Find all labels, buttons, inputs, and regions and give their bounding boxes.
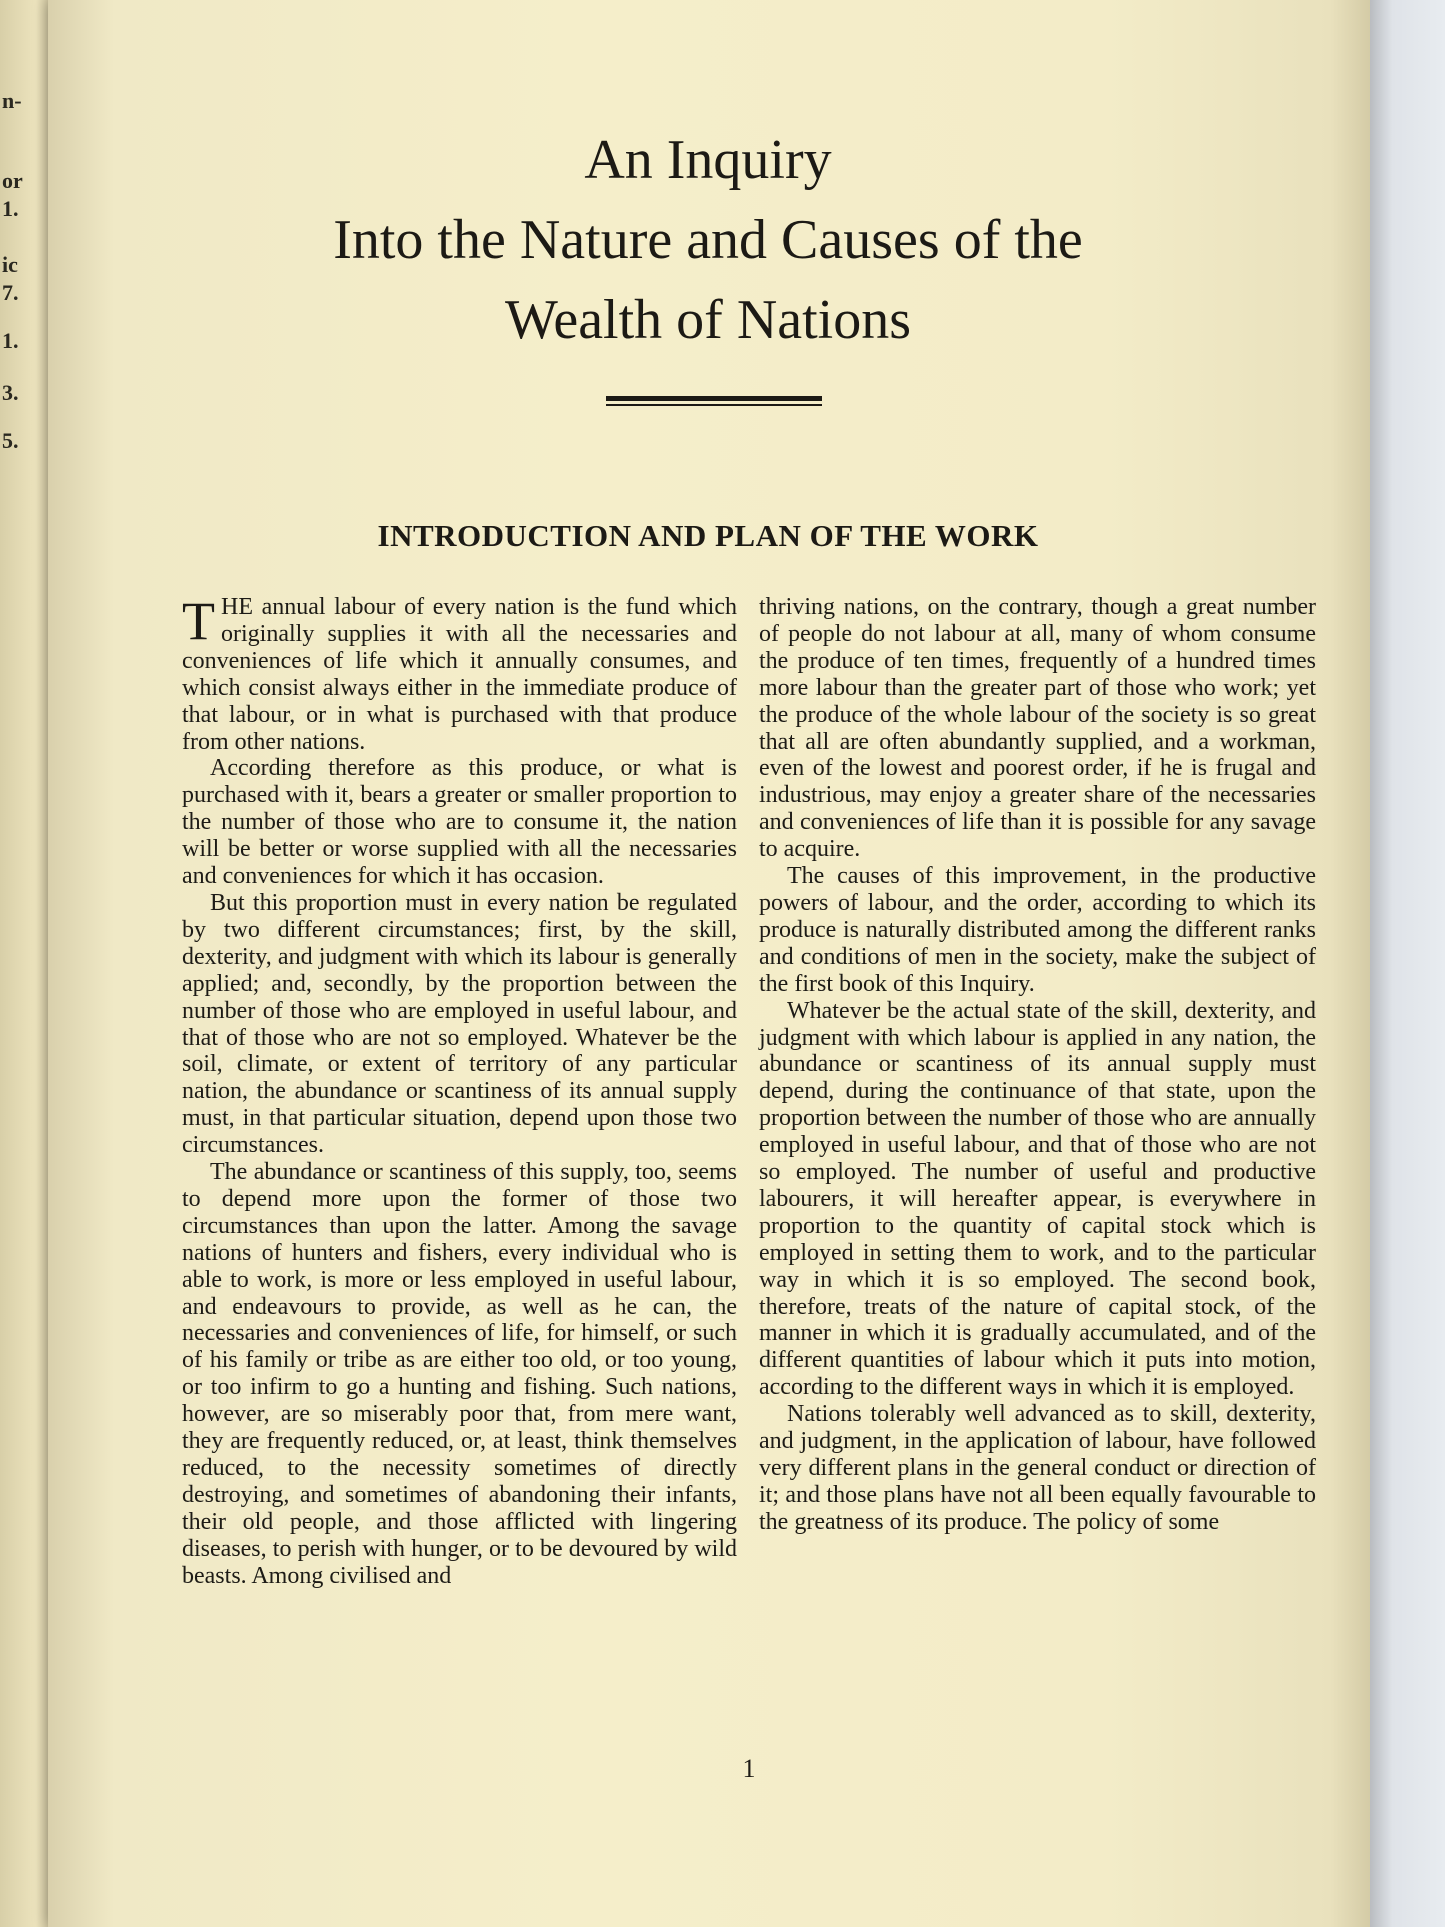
prev-page-fragment: 3. [2,380,19,405]
title-line: Wealth of Nations [504,289,912,351]
paragraph: According therefore as this produce, or what is purchased with it, bears a greater or smaller proportion to the number of those who are to consume it, the nation will be better or worse supplied with all the necessaries and conveniences for which it has occasion. [182,755,737,890]
paragraph-text: HE annual labour of every nation is the fund which originally supplies it with all the necessaries and conveniences of life which it annually consumes, and which consist always either in the immediate produce of that labour, or in what is purchased with that produce from other nations. [182,594,737,755]
section-heading: INTRODUCTION AND PLAN OF THE WORK [377,518,1039,553]
paragraph: Nations tolerably well advanced as to skill, dexterity, and judgment, in the application of labour, have followed very different plans in the general conduct or direction of it; and those plans have not all been equally favourable to the greatness of its produce. The policy of some [759,1401,1316,1535]
title-divider [606,396,822,408]
page-title [208,120,1208,360]
paragraph: The causes of this improvement, in the productive powers of labour, and the order, according to which its produce is naturally distributed among the different ranks and conditions of men in the society, make the subject of the first book of this Inquiry. [759,863,1316,997]
left-column [182,591,737,1590]
prev-page-fragment: 5. [2,428,19,453]
prev-page-fragment: ic [2,252,18,277]
right-column [759,594,1316,1536]
paragraph: But this proportion must in every nation be regulated by two different circumstances; first, by the skill, dexterity, and judgment with which its labour is generally applied; and, secondly, by the proportion between the number of those who are employed in useful labour, and that of those who are not so employed. Whatever be the soil, climate, or extent of territory of any particular nation, the abundance or scantiness of its annual supply must, in that particular situation, depend upon those two circumstances. [182,889,737,1159]
title-line: An Inquiry [584,129,832,191]
paragraph: thriving nations, on the contrary, though a great number of people do not labour at all, many of whom consume the produce of ten times, frequently of a hundred times more labour than the greater part of those who work; yet the produce of the whole labour of the society is so great that all are often abundantly supplied, and a workman, even of the lowest and poorest order, if he is frugal and industrious, may enjoy a greater share of the necessaries and conveniences of life than it is possible for any savage to acquire. [759,594,1316,863]
prev-page-fragment: 1. [2,196,19,221]
prev-page-fragment: or [2,168,23,193]
drop-cap: T [182,591,215,651]
prev-page-fragment: n- [2,88,22,113]
background-surface [1370,0,1445,1927]
book-page [48,0,1370,1927]
page-number: 1 [742,1754,756,1783]
prev-page-fragment: 7. [2,280,19,305]
paragraph: Whatever be the actual state of the skill, dexterity, and judgment with which labour is applied in any nation, the abundance or scantiness of its annual supply must depend, during the continuance of that state, upon the proportion between the number of those who are annually employed in useful labour, and that of those who are not so employed. The number of useful and productive labourers, it will hereafter appear, is everywhere in proportion to the quantity of capital stock which is employed in setting them to work, and to the particular way in which it is so employed. The second book, therefore, treats of the nature of capital stock, of the manner in which it is gradually accumulated, and of the different quantities of labour which it puts into motion, according to the different ways in which it is employed. [759,997,1316,1401]
paragraph: The abundance or scantiness of this supply, too, seems to depend more upon the former of those two circumstances than upon the latter. Among the savage nations of hunters and fishers, every individual who is able to work, is more or less employed in useful labour, and endeavours to provide, as well as he can, the necessaries and conveniences of life, for himself, or such of his family or tribe as are either too old, or too young, or too infirm to go a hunting and fishing. Such nations, however, are so miserably poor that, from mere want, they are frequently reduced, or, at least, think themselves reduced, to the necessity sometimes of directly destroying, and sometimes of abandoning their infants, their old people, and those afflicted with lingering diseases, to perish with hunger, or to be devoured by wild beasts. Among civilised and [182,1159,737,1589]
paragraph [182,591,737,755]
prev-page-fragment: 1. [2,328,19,353]
title-line: Into the Nature and Causes of the [333,209,1083,271]
